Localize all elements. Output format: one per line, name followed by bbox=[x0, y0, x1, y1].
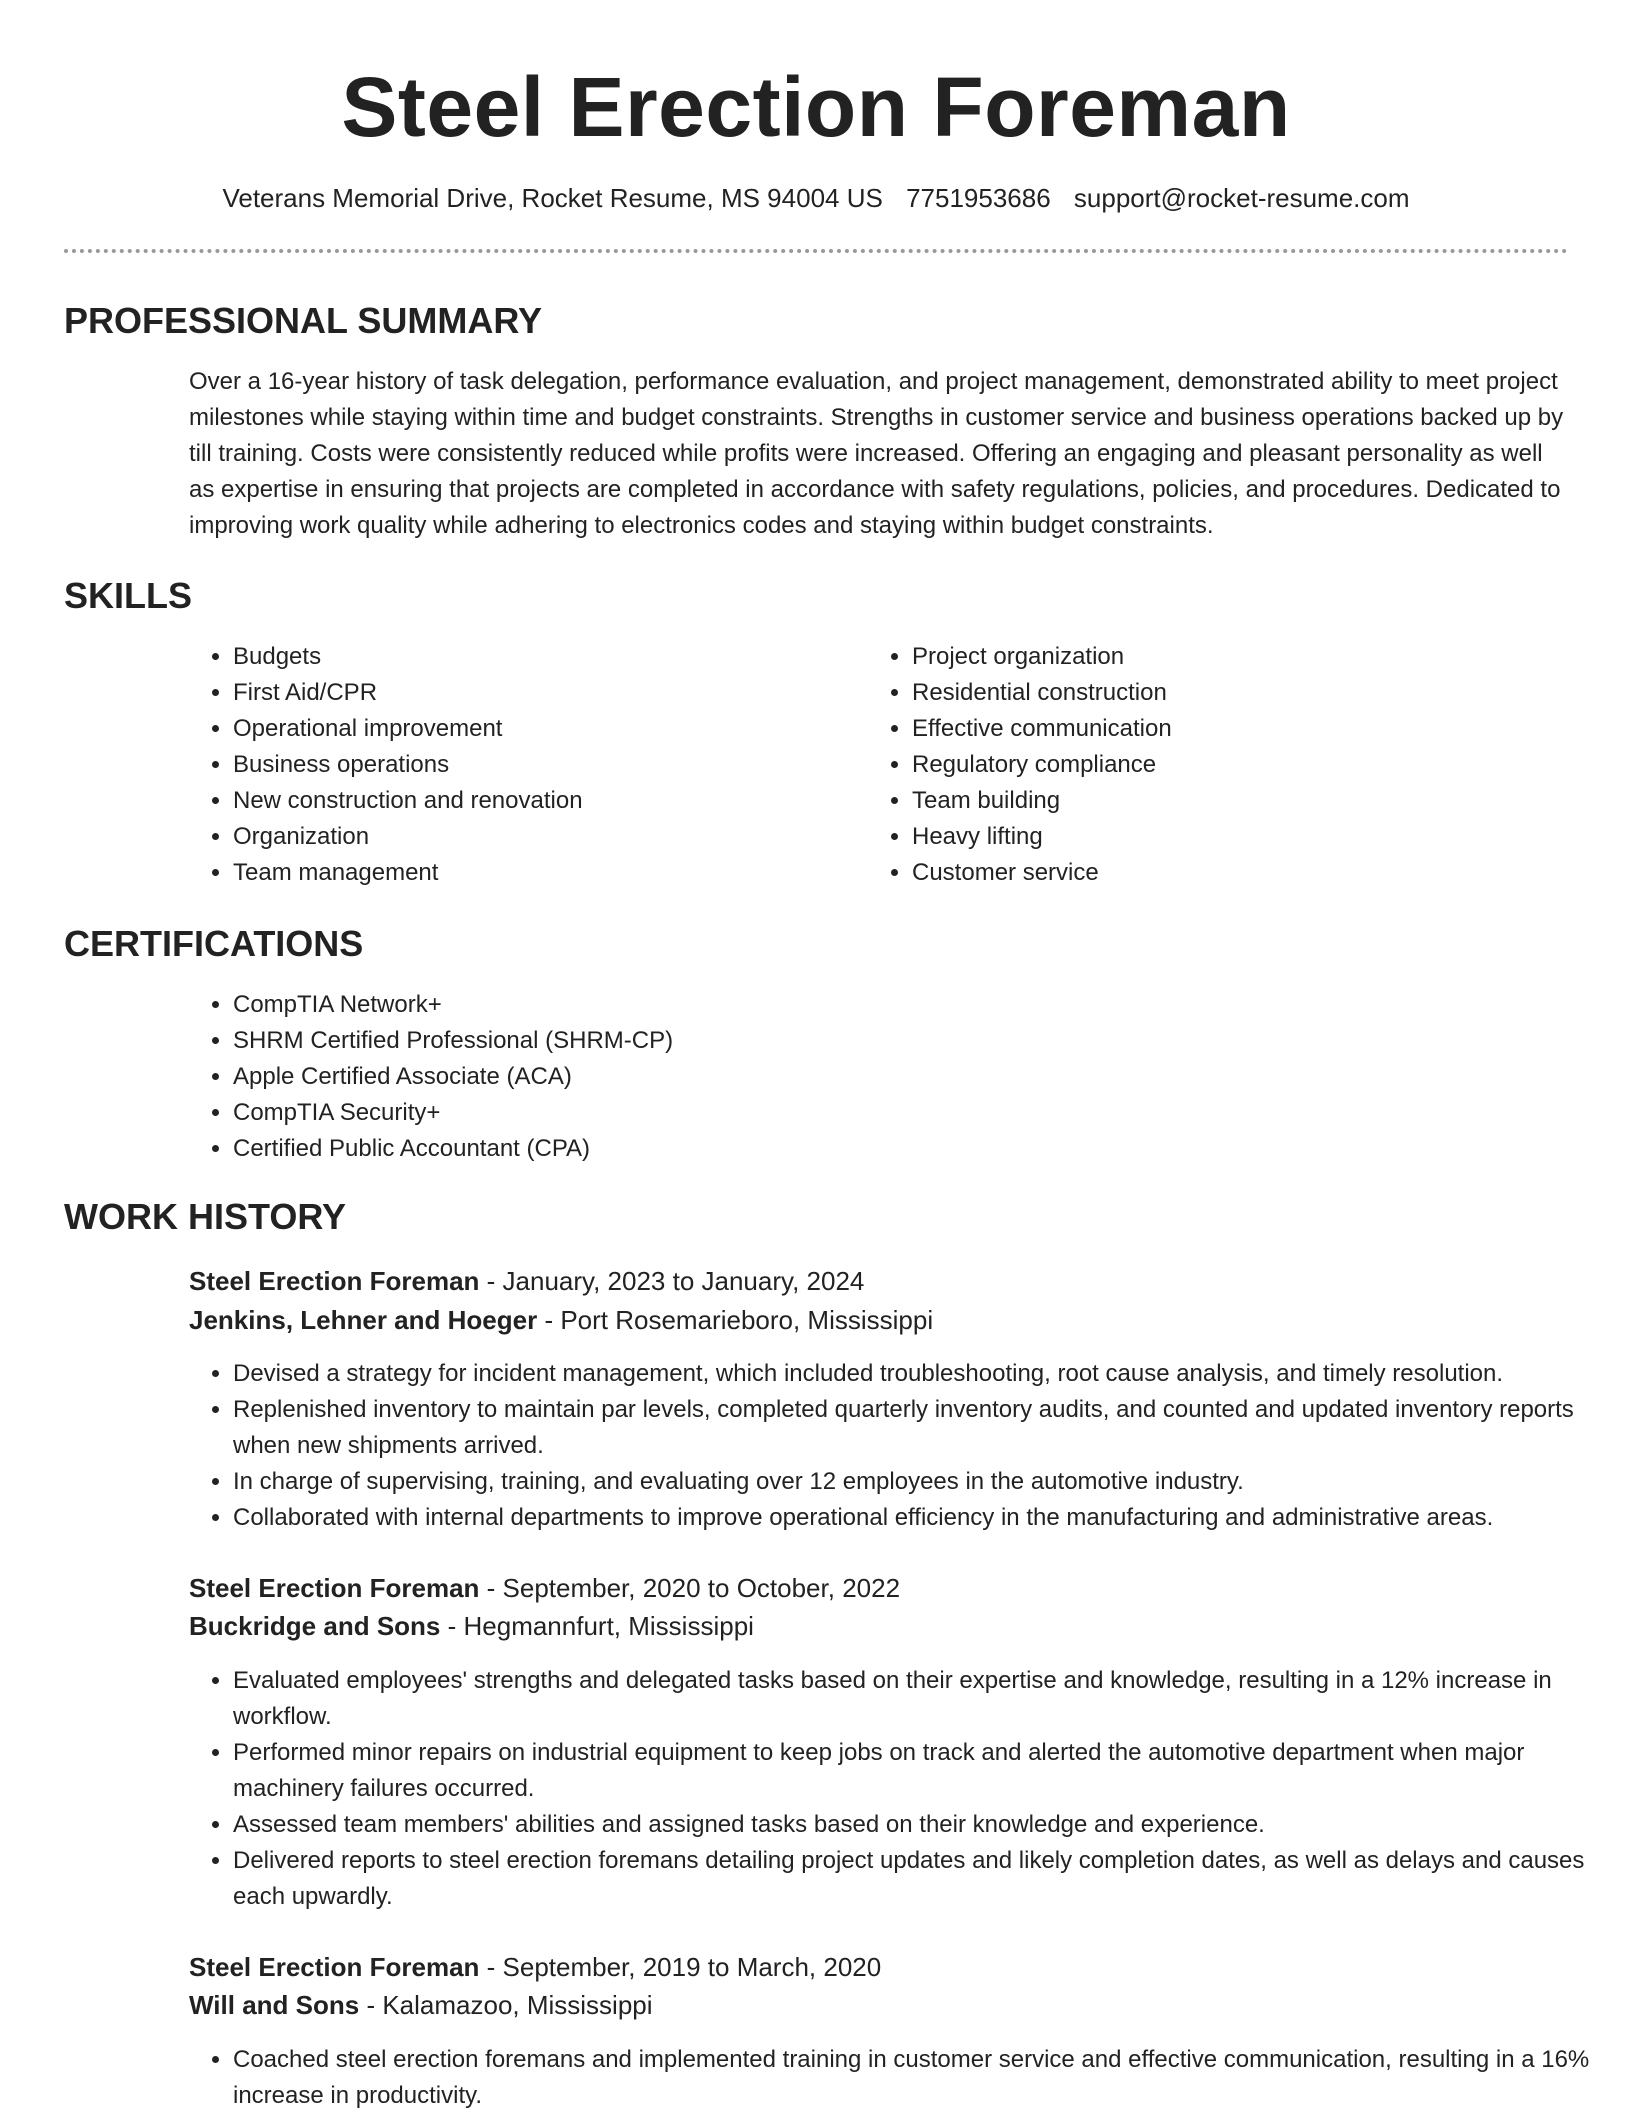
job-role: Steel Erection Foreman bbox=[189, 1573, 480, 1603]
job-bullet: • Replenished inventory to maintain par levels, completed quarterly inventory audits, and counted and updated inventory reports when new shipments arrived. bbox=[233, 1392, 1613, 1464]
job-title-line bbox=[189, 1262, 864, 1300]
contact-line bbox=[0, 178, 1632, 218]
skill-item: • Effective communication bbox=[912, 711, 1552, 747]
job-company-line bbox=[189, 1986, 653, 2024]
contact-phone[interactable]: 7751953686 bbox=[906, 183, 1051, 213]
skills-list-right bbox=[868, 639, 1552, 891]
contact-address: Veterans Memorial Drive, Rocket Resume, MS 94004 US bbox=[222, 183, 883, 213]
job-bullets bbox=[189, 1663, 1613, 1915]
skill-item: • Organization bbox=[233, 819, 873, 855]
job-bullets bbox=[189, 1356, 1613, 1536]
job-bullets bbox=[189, 2042, 1613, 2114]
certification-item: • CompTIA Network+ bbox=[233, 987, 1233, 1023]
job-company-line bbox=[189, 1607, 754, 1645]
skill-item: • Project organization bbox=[912, 639, 1552, 675]
job-bullet: • Delivered reports to steel erection foremans detailing project updates and likely completion dates, as well as delays and causes each upwardly. bbox=[233, 1843, 1613, 1915]
certifications-list bbox=[189, 987, 1233, 1167]
job-dates: - September, 2020 to October, 2022 bbox=[479, 1573, 901, 1603]
skill-item: • Customer service bbox=[912, 855, 1552, 891]
job-location: - Hegmannfurt, Mississippi bbox=[440, 1611, 754, 1641]
job-title-line bbox=[189, 1948, 881, 1986]
job-bullet: • Assessed team members' abilities and assigned tasks based on their knowledge and experience. bbox=[233, 1807, 1613, 1843]
certification-item: • CompTIA Security+ bbox=[233, 1095, 1233, 1131]
contact-email[interactable]: support@rocket-resume.com bbox=[1073, 183, 1410, 213]
summary-heading: PROFESSIONAL SUMMARY bbox=[64, 300, 543, 341]
certification-item: • Certified Public Accountant (CPA) bbox=[233, 1131, 1233, 1167]
skill-item: • Team management bbox=[233, 855, 873, 891]
job-bullet: • Evaluated employees' strengths and delegated tasks based on their expertise and knowledge, resulting in a 12% increase in workflow. bbox=[233, 1663, 1613, 1735]
skill-item: • Residential construction bbox=[912, 675, 1552, 711]
job-role: Steel Erection Foreman bbox=[189, 1266, 480, 1296]
job-bullet: • Coached steel erection foremans and implemented training in customer service and effective communication, resulting in a 16% increase in productivity. bbox=[233, 2042, 1613, 2114]
skill-item: • Team building bbox=[912, 783, 1552, 819]
job-title-line bbox=[189, 1569, 900, 1607]
skill-item: • Business operations bbox=[233, 747, 873, 783]
job-location: - Port Rosemarieboro, Mississippi bbox=[537, 1305, 934, 1335]
skill-item: • Heavy lifting bbox=[912, 819, 1552, 855]
summary-text: Over a 16-year history of task delegation, performance evaluation, and project management, demonstrated ability to meet project milestones while staying within time and budget constraints. Strengths in customer service and business operations backed up by till training. Costs were consistently reduced while profits were increased. Offering an engaging and pleasant personality as well as expertise in ensuring that projects are completed in accordance with safety regulations, policies, and procedures. Dedicated to improving work quality while adhering to electronics codes and staying within budget constraints. bbox=[189, 368, 1564, 539]
job-bullet: • Collaborated with internal departments to improve operational efficiency in the manufacturing and administrative areas. bbox=[233, 1500, 1613, 1536]
job-role: Steel Erection Foreman bbox=[189, 1952, 480, 1982]
skills-list-left bbox=[189, 639, 873, 891]
certification-item: • SHRM Certified Professional (SHRM-CP) bbox=[233, 1023, 1233, 1059]
skill-item: • First Aid/CPR bbox=[233, 675, 873, 711]
job-company: Will and Sons bbox=[189, 1990, 360, 2020]
work-history-heading: WORK HISTORY bbox=[64, 1196, 347, 1237]
skill-item: • New construction and renovation bbox=[233, 783, 873, 819]
skill-item: • Regulatory compliance bbox=[912, 747, 1552, 783]
skill-item: • Operational improvement bbox=[233, 711, 873, 747]
job-dates: - January, 2023 to January, 2024 bbox=[479, 1266, 865, 1296]
job-dates: - September, 2019 to March, 2020 bbox=[479, 1952, 882, 1982]
header-divider bbox=[64, 249, 1568, 253]
job-bullet: • Performed minor repairs on industrial equipment to keep jobs on track and alerted the automotive department when major machinery failures occurred. bbox=[233, 1735, 1613, 1807]
certifications-heading: CERTIFICATIONS bbox=[64, 923, 364, 964]
skills-heading: SKILLS bbox=[64, 575, 193, 616]
candidate-name: Steel Erection Foreman bbox=[341, 60, 1291, 154]
job-company: Jenkins, Lehner and Hoeger bbox=[189, 1305, 538, 1335]
job-company: Buckridge and Sons bbox=[189, 1611, 441, 1641]
skill-item: • Budgets bbox=[233, 639, 873, 675]
job-bullet: • Devised a strategy for incident management, which included troubleshooting, root cause analysis, and timely resolution. bbox=[233, 1356, 1613, 1392]
job-location: - Kalamazoo, Mississippi bbox=[359, 1990, 653, 2020]
certification-item: • Apple Certified Associate (ACA) bbox=[233, 1059, 1233, 1095]
job-company-line bbox=[189, 1301, 933, 1339]
job-bullet: • In charge of supervising, training, and evaluating over 12 employees in the automotive industry. bbox=[233, 1464, 1613, 1500]
